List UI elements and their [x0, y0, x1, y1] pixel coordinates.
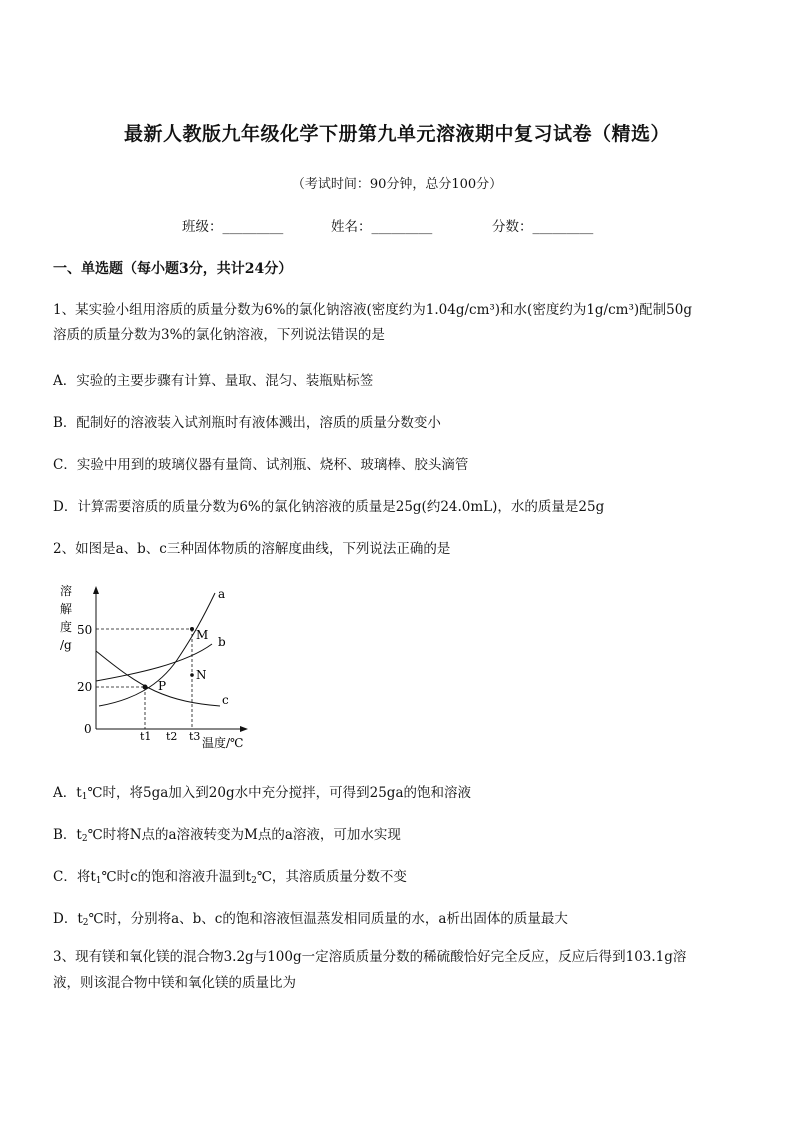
- q1-option-c: C．实验中用到的玻璃仪器有量筒、试剂瓶、烧杯、玻璃棒、胶头滴管: [53, 457, 469, 473]
- q1-option-b: B．配制好的溶液装入试剂瓶时有液体溅出，溶质的质量分数变小: [53, 415, 441, 431]
- q2-option-a: A．$t_1℃$时，将5ga加入到20g水中充分搅拌，可得到25ga的饱和溶液: [53, 785, 471, 802]
- y-tick-20: 20: [77, 680, 93, 694]
- q1-option-d: D．计算需要溶质的质量分数为6%的氯化钠溶液的质量是25g(约24.0mL)，水的质量是25g: [53, 499, 605, 515]
- point-P: [143, 685, 148, 690]
- y-tick-50: 50: [77, 623, 93, 637]
- q2-option-b: B．$t_2℃$时将N点的a溶液转变为M点的a溶液，可加水实现: [53, 827, 401, 844]
- class-field: 班级：_________: [182, 219, 284, 235]
- series-label-b: b: [218, 635, 226, 649]
- x-tick-t3: t3: [189, 730, 201, 743]
- x-tick-t1: t1: [140, 730, 152, 743]
- q2-stem: 2、如图是a、b、c三种固体物质的溶解度曲线，下列说法正确的是: [53, 541, 451, 557]
- q3-stem-line2: 液，则该混合物中镁和氧化镁的质量比为: [53, 975, 296, 991]
- curve-a: [99, 593, 215, 706]
- point-M: [190, 627, 194, 631]
- x-axis-label: 温度/℃: [202, 736, 244, 750]
- point-label-N: N: [196, 668, 207, 682]
- series-label-a: a: [218, 587, 226, 601]
- point-N: [190, 673, 194, 677]
- curve-b: [96, 644, 212, 681]
- ylabel-char: 解: [60, 602, 73, 616]
- x-axis-arrow: [240, 726, 248, 732]
- ylabel-char: 溶: [60, 584, 73, 598]
- point-label-M: M: [196, 628, 209, 642]
- ylabel-char: /g: [60, 638, 72, 652]
- section-heading: 一、单选题（每小题3分，共计24分）: [53, 261, 293, 277]
- q3-stem-line1: 3、现有镁和氧化镁的混合物3.2g与100g一定溶质质量分数的稀硫酸恰好完全反应，反应后得到103.1g溶: [53, 949, 687, 965]
- exam-info: （考试时间：90分钟，总分100分）: [291, 177, 503, 192]
- name-field: 姓名：_________: [331, 219, 433, 235]
- y-axis-arrow: [93, 586, 99, 594]
- q2-option-d: D．$t_2℃$时，分别将a、b、c的饱和溶液恒温蒸发相同质量的水，a析出固体的质量最大: [53, 911, 568, 928]
- q1-option-a: A．实验的主要步骤有计算、量取、混匀、装瓶贴标签: [53, 373, 374, 389]
- q1-stem-line2: 溶质的质量分数为3%的氯化钠溶液，下列说法错误的是: [53, 327, 385, 343]
- score-field: 分数：_________: [492, 219, 594, 235]
- ylabel-char: 度: [60, 620, 73, 634]
- y-tick-0: 0: [84, 722, 92, 736]
- point-label-P: P: [158, 679, 167, 693]
- solubility-chart: [55, 578, 255, 758]
- x-tick-t2: t2: [166, 730, 178, 743]
- series-label-c: c: [222, 693, 229, 707]
- q1-stem-line1: 1、某实验小组用溶质的质量分数为6%的氯化钠溶液(密度约为1.04g/cm³)和水(密度约为1g/cm³)配制50g: [53, 302, 692, 318]
- q2-option-c: C．将$t_1℃$时c的饱和溶液升温到$t_2℃$，其溶质质量分数不变: [53, 869, 407, 886]
- page-title: 最新人教版九年级化学下册第九单元溶液期中复习试卷（精选）: [123, 123, 670, 145]
